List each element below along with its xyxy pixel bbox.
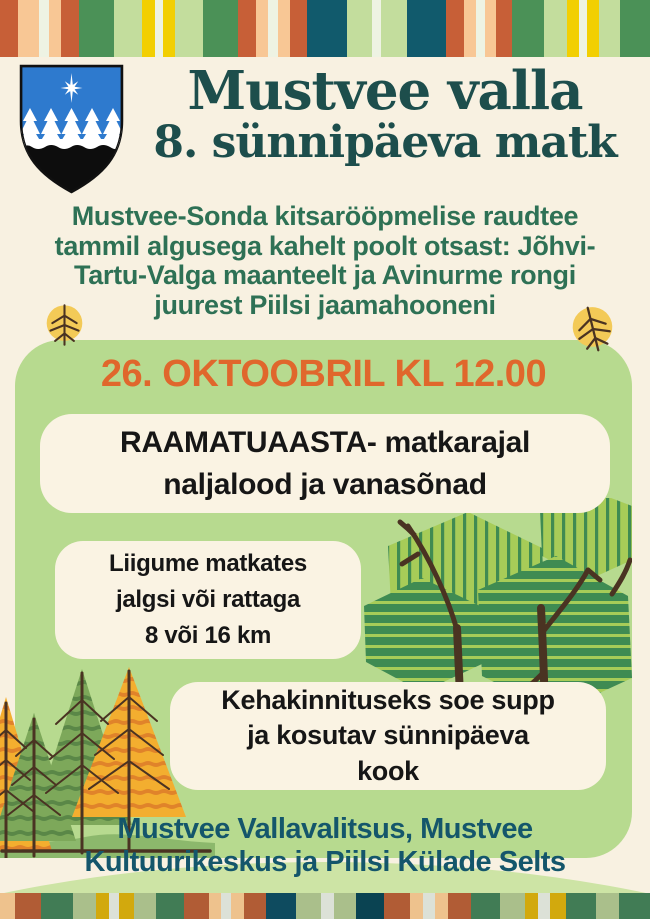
stripe [407, 0, 446, 57]
stripe [134, 893, 157, 919]
stripe [307, 0, 346, 57]
stripe [244, 893, 267, 919]
transport-line: 8 või 16 km [144, 622, 272, 649]
stripe [156, 893, 184, 919]
food-card [170, 682, 606, 790]
stripe [321, 893, 334, 919]
stripe [381, 0, 407, 57]
stripe [231, 893, 244, 919]
transport-card [55, 541, 361, 659]
stripe [544, 0, 568, 57]
mustvee-coat-of-arms-icon [18, 63, 125, 195]
stripe [476, 0, 485, 57]
stripe [266, 893, 296, 919]
stripe [0, 0, 18, 57]
stripe [114, 0, 142, 57]
stripe [347, 0, 373, 57]
stripe [109, 893, 119, 919]
title-line-2: 8. sünnipäeva matk [153, 117, 617, 169]
subtitle-line: Mustvee-Sonda kitsarööpmelise raudtee [71, 201, 579, 231]
stripe [471, 893, 500, 919]
transport-line: Liigume matkates [109, 550, 307, 577]
stripe [18, 0, 40, 57]
stripe [73, 893, 97, 919]
stripe [579, 0, 587, 57]
stripe [256, 0, 268, 57]
stripe [538, 893, 551, 919]
stripe [221, 893, 231, 919]
stripe [96, 893, 109, 919]
highlight-card [40, 414, 610, 513]
top-border-stripes [0, 0, 650, 57]
title-line-1: Mustvee valla [187, 60, 583, 122]
stripe [464, 0, 476, 57]
stripe [61, 0, 79, 57]
stripe [485, 0, 497, 57]
stripe [596, 893, 619, 919]
stripe [356, 893, 384, 919]
stripe [0, 893, 15, 919]
stripe [203, 0, 238, 57]
stripe [599, 0, 621, 57]
stripe [278, 0, 290, 57]
footer-line-2: Kultuurikeskus ja Piilsi Külade Selts [84, 846, 566, 879]
stripe [175, 0, 203, 57]
stripe [155, 0, 163, 57]
food-line: ja kosutav sünnipäeva [247, 720, 529, 751]
food-line: Kehakinnituseks soe supp [221, 684, 555, 715]
footer-organizers [0, 813, 650, 880]
stripe [290, 0, 308, 57]
stripe [209, 893, 222, 919]
stripe [550, 893, 566, 919]
subtitle-line: Tartu-Valga maanteelt ja Avinurme rongi [74, 260, 576, 291]
stripe [512, 0, 544, 57]
transport-line: jalgsi või rattaga [116, 586, 300, 613]
highlight-line: RAAMATUAASTA- matkarajal [119, 426, 531, 460]
stripe [587, 0, 599, 57]
stripe [620, 0, 650, 57]
stripe [268, 0, 278, 57]
highlight-line: naljalood ja vanasõnad [163, 467, 487, 501]
page-title [126, 60, 644, 169]
stripe [79, 0, 114, 57]
stripe [496, 0, 512, 57]
stripe [446, 0, 464, 57]
subtitle-line: juurest Piilsi jaamahooneni [154, 290, 496, 321]
stripe [525, 893, 538, 919]
stripe [448, 893, 472, 919]
route-description [6, 202, 644, 321]
stripe [296, 893, 321, 919]
stripe [372, 0, 381, 57]
stripe [566, 893, 596, 919]
subtitle-line: tammil algusega kahelt poolt otsast: Jõhvi- [54, 230, 596, 261]
stripe [334, 893, 357, 919]
stripe [238, 0, 256, 57]
stripe [184, 893, 209, 919]
stripe [619, 893, 650, 919]
stripe [39, 0, 49, 57]
food-line: kook [357, 755, 419, 786]
stripe [500, 893, 525, 919]
stripe [119, 893, 134, 919]
stripe [423, 893, 436, 919]
stripe [567, 0, 579, 57]
bottom-border-stripes [0, 893, 650, 919]
footer-line-1: Mustvee Vallavalitsus, Mustvee [117, 813, 533, 845]
stripe [384, 893, 410, 919]
leaf-icon [42, 302, 87, 348]
stripe [410, 893, 423, 919]
stripe [49, 0, 61, 57]
stripe [435, 893, 448, 919]
stripe [163, 0, 176, 57]
stripe [15, 893, 41, 919]
stripe [142, 0, 155, 57]
stripe [41, 893, 72, 919]
event-datetime: 26. OKTOOBRIL KL 12.00 [100, 353, 547, 395]
